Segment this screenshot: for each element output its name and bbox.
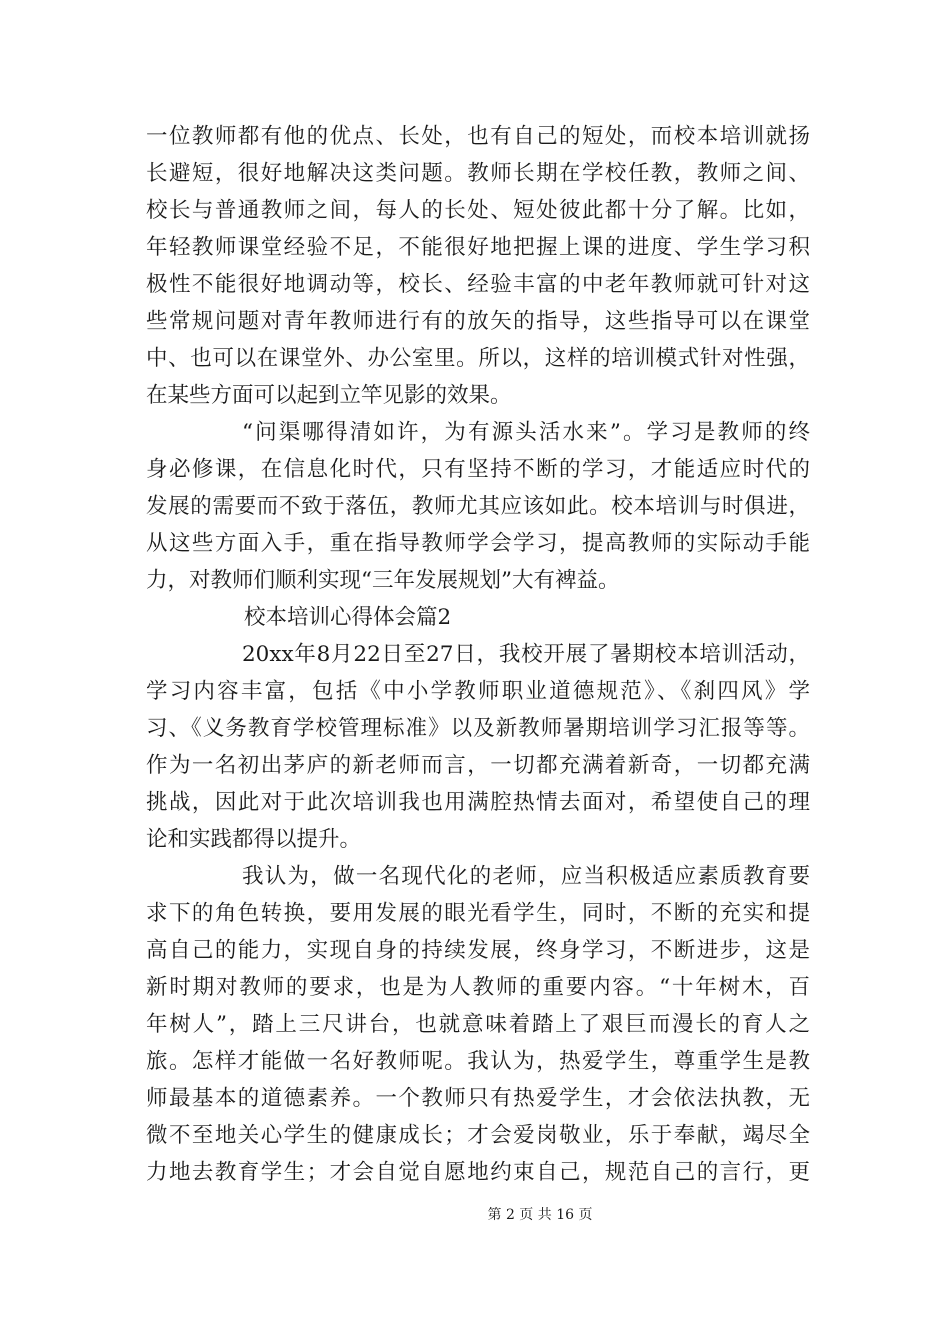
text-line: 旅。怎样才能做一名好教师呢。我认为，热爱学生，尊重学生是教 bbox=[146, 1049, 810, 1074]
text-line: 新时期对教师的要求，也是为人教师的重要内容。“十年树木，百 bbox=[146, 975, 810, 1000]
text-line: 学习内容丰富，包括《中小学教师职业道德规范》、《刹四风》学 bbox=[146, 679, 810, 704]
text-line: 求下的角色转换，要用发展的眼光看学生，同时，不断的充实和提 bbox=[146, 901, 810, 926]
text-line: 师最基本的道德素养。一个教师只有热爱学生，才会依法执教，无 bbox=[146, 1086, 810, 1111]
text-line: 20xx年8月22日至27日，我校开展了暑期校本培训活动， bbox=[242, 642, 810, 667]
text-line: 校长与普通教师之间，每人的长处、短处彼此都十分了解。比如， bbox=[146, 198, 810, 223]
text-line: 年树人”，踏上三尺讲台，也就意味着踏上了艰巨而漫长的育人之 bbox=[146, 1012, 810, 1037]
text-line: 发展的需要而不致于落伍，教师尤其应该如此。校本培训与时俱进， bbox=[146, 494, 810, 519]
page-footer: 第 2 页 共 16 页 bbox=[487, 1207, 593, 1223]
text-line: 高自己的能力，实现自身的持续发展，终身学习，不断进步，这是 bbox=[146, 938, 810, 963]
text-line: 力，对教师们顺利实现“三年发展规划”大有裨益。 bbox=[146, 568, 620, 593]
text-line: 论和实践都得以提升。 bbox=[146, 827, 362, 852]
text-line: 身必修课，在信息化时代，只有坚持不断的学习，才能适应时代的 bbox=[146, 457, 810, 482]
text-line: 习、《义务教育学校管理标准》以及新教师暑期培训学习汇报等等。 bbox=[146, 716, 810, 741]
paragraph bbox=[146, 858, 810, 1191]
text-line: 作为一名初出茅庐的新老师而言，一切都充满着新奇，一切都充满 bbox=[146, 753, 810, 778]
text-line: 校本培训心得体会篇2 bbox=[244, 605, 452, 630]
text-line: 极性不能很好地调动等，校长、经验丰富的中老年教师就可针对这 bbox=[146, 272, 810, 297]
text-line: 在某些方面可以起到立竿见影的效果。 bbox=[146, 383, 512, 408]
paragraph bbox=[146, 414, 810, 599]
text-line: 我认为，做一名现代化的老师，应当积极适应素质教育要 bbox=[242, 864, 810, 889]
text-line: 些常规问题对青年教师进行有的放矢的指导，这些指导可以在课堂 bbox=[146, 309, 810, 334]
document-body bbox=[146, 118, 810, 1191]
section-heading bbox=[146, 599, 810, 636]
text-line: “问渠哪得清如许，为有源头活水来”。学习是教师的终 bbox=[242, 420, 810, 445]
text-line: 年轻教师课堂经验不足，不能很好地把握上课的进度、学生学习积 bbox=[146, 235, 810, 260]
text-line: 一位教师都有他的优点、长处，也有自己的短处，而校本培训就扬 bbox=[146, 124, 810, 149]
text-line: 微不至地关心学生的健康成长；才会爱岗敬业，乐于奉献，竭尽全 bbox=[146, 1123, 810, 1148]
text-line: 从这些方面入手，重在指导教师学会学习，提高教师的实际动手能 bbox=[146, 531, 810, 556]
text-line: 长避短，很好地解决这类问题。教师长期在学校任教，教师之间、 bbox=[146, 161, 810, 186]
text-line: 中、也可以在课堂外、办公室里。所以，这样的培训模式针对性强， bbox=[146, 346, 810, 371]
paragraph bbox=[146, 118, 810, 414]
text-line: 力地去教育学生；才会自觉自愿地约束自己，规范自己的言行，更 bbox=[146, 1160, 810, 1185]
text-line: 挑战，因此对于此次培训我也用满腔热情去面对，希望使自己的理 bbox=[146, 790, 810, 815]
paragraph bbox=[146, 636, 810, 858]
